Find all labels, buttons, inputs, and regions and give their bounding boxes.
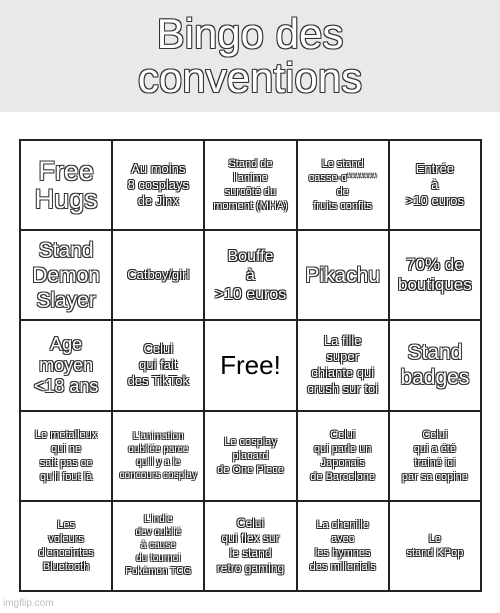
bingo-cell-label: Stand Demon Slayer	[32, 238, 100, 312]
bingo-cell-16[interactable]	[21, 412, 113, 502]
bingo-cell-3[interactable]	[205, 141, 297, 231]
free-space[interactable]	[205, 321, 297, 411]
bingo-cell-label: Bouffe à >10 euros	[214, 247, 287, 303]
bingo-cell-label: Le cosplay placard de One Piece	[217, 435, 284, 476]
bingo-cell-18[interactable]	[205, 412, 297, 502]
bingo-cell-14[interactable]	[298, 321, 390, 411]
bingo-cell-label: Catboy/girl	[127, 267, 190, 283]
bingo-cell-label: Pikachu	[305, 263, 381, 287]
bingo-cell-2[interactable]	[113, 141, 205, 231]
bingo-cell-1[interactable]	[21, 141, 113, 231]
bingo-cell-label: L'animation oubliée parce qu'il y a le concours cosplay	[119, 430, 197, 481]
bingo-cell-label: Stand de l'anime surcôté du moment (MHA)	[213, 158, 288, 213]
bingo-cell-23[interactable]	[205, 502, 297, 592]
bingo-cell-label: La chenille avec les hymnes des millenials	[309, 518, 376, 573]
bingo-cell-label: Celui qui parle un Japonais de Barcelone	[310, 428, 376, 483]
bingo-cell-11[interactable]	[21, 321, 113, 411]
bingo-cell-22[interactable]	[113, 502, 205, 592]
bingo-cell-4[interactable]	[298, 141, 390, 231]
bingo-cell-label: Entrée à >10 euros	[405, 161, 464, 209]
bingo-cell-8[interactable]	[205, 231, 297, 321]
title-banner	[0, 0, 500, 112]
bingo-cell-label: Celui qui fait des TikTok	[127, 341, 189, 389]
bingo-cell-5[interactable]	[390, 141, 482, 231]
bingo-cell-15[interactable]	[390, 321, 482, 411]
bingo-cell-label: Le stand casse-c******* de fruits confits	[308, 158, 377, 213]
free-space-label: Free!	[220, 349, 281, 380]
bingo-cell-17[interactable]	[113, 412, 205, 502]
bingo-cell-24[interactable]	[298, 502, 390, 592]
bingo-cell-19[interactable]	[298, 412, 390, 502]
bingo-cell-label: Les voleurs d'enceintes Bluetooth	[38, 518, 94, 573]
bingo-cell-label: Celui qui flex sur le stand retro gaming	[216, 515, 285, 575]
bingo-cell-9[interactable]	[298, 231, 390, 321]
bingo-cell-20[interactable]	[390, 412, 482, 502]
bingo-cell-label: Stand badges	[400, 341, 470, 390]
bingo-cell-21[interactable]	[21, 502, 113, 592]
bingo-cell-label: Le metalleux qui ne sait pas ce qu'il fout là	[34, 428, 98, 483]
bingo-cell-label: Au moins 8 cosplays de Jinx	[127, 161, 189, 209]
bingo-cell-label: Free Hugs	[34, 156, 98, 215]
bingo-cell-7[interactable]	[113, 231, 205, 321]
imgflip-watermark: imgflip.com	[3, 598, 54, 609]
bingo-cell-label: Age moyen <18 ans	[33, 333, 99, 396]
bingo-cell-label: La fille super chiante qui crush sur toi	[307, 333, 379, 397]
bingo-cell-label: 70% de boutiques	[398, 255, 472, 295]
page-title: Bingo des conventions	[137, 10, 363, 101]
bingo-cell-10[interactable]	[390, 231, 482, 321]
bingo-cell-6[interactable]	[21, 231, 113, 321]
bingo-cell-25[interactable]	[390, 502, 482, 592]
bingo-grid	[19, 139, 482, 592]
bingo-cell-12[interactable]	[113, 321, 205, 411]
bingo-cell-label: Celui qui a été trainé ici par sa copine	[401, 428, 468, 483]
bingo-cell-label: L'indie dev oublié à cause du tournoi Pokémon TCG	[125, 514, 192, 578]
bingo-cell-label: Le stand KPop	[406, 532, 464, 559]
